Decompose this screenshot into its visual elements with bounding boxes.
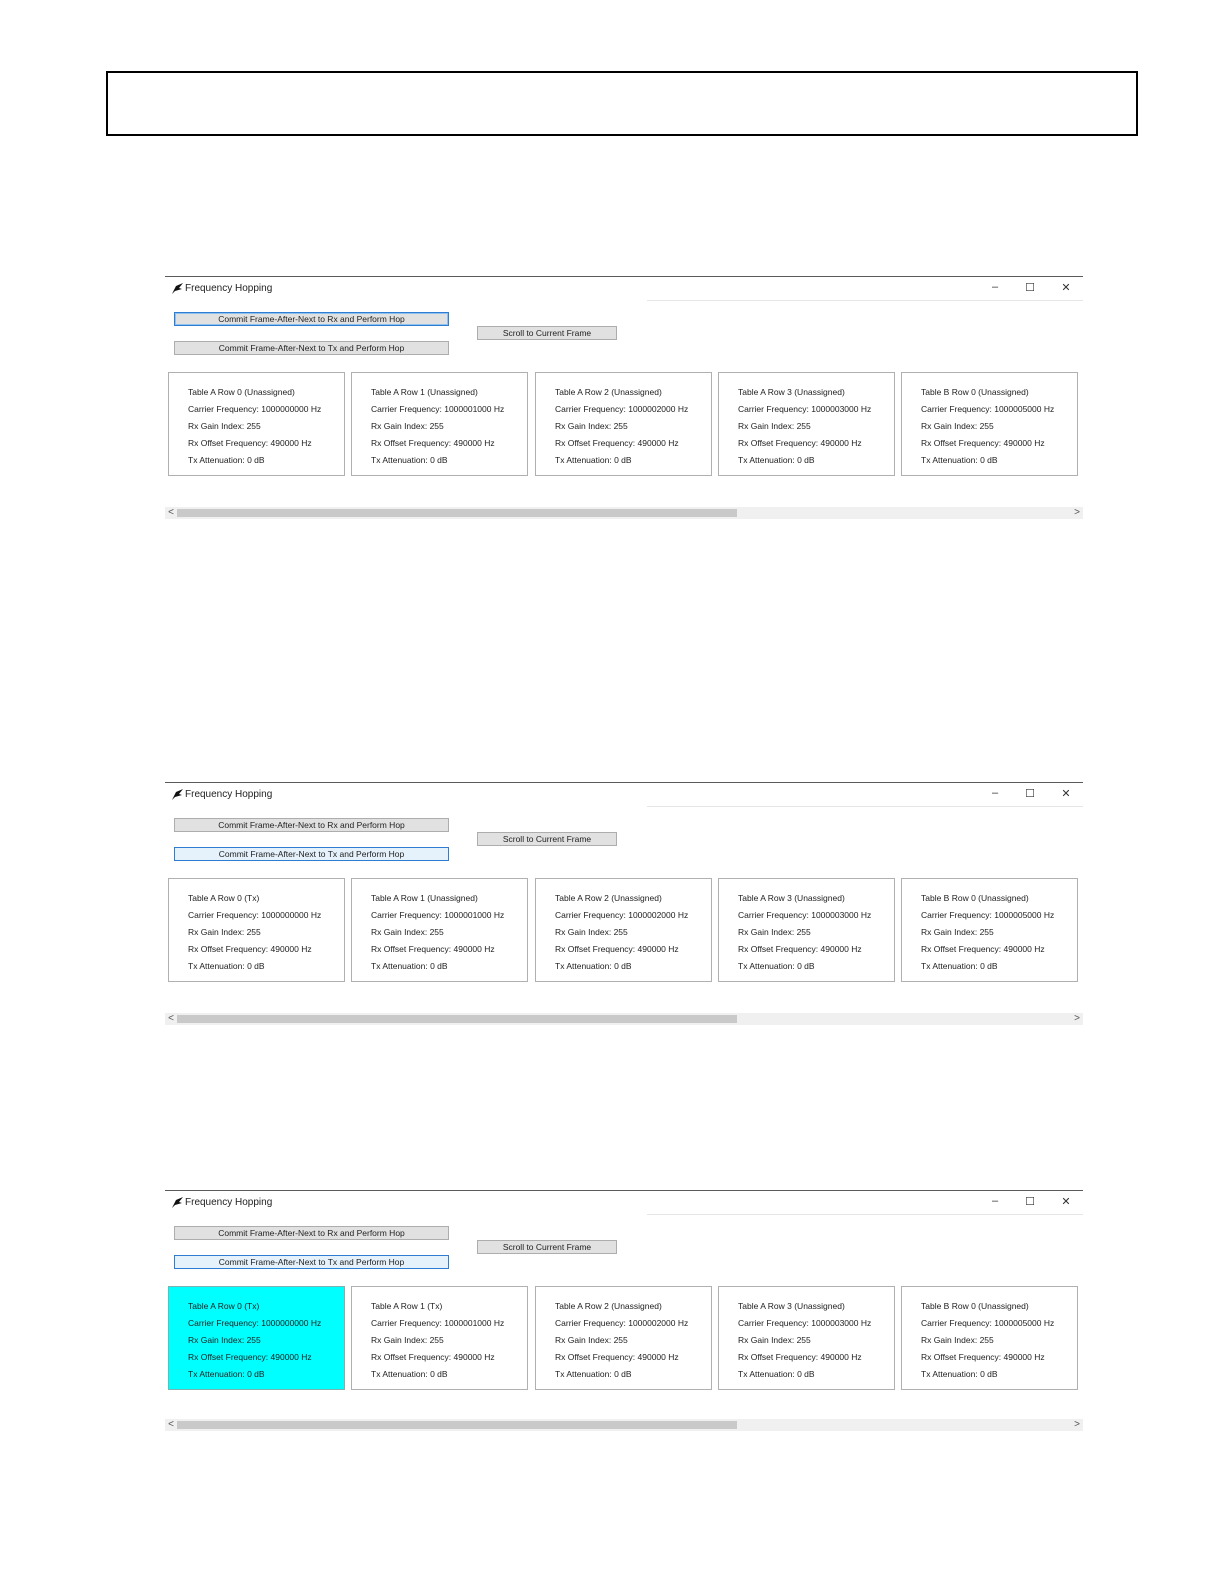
frame-card-0[interactable] bbox=[168, 878, 345, 982]
scroll-right-icon[interactable]: > bbox=[1074, 1419, 1080, 1430]
rx-offset-frequency: Rx Offset Frequency: 490000 Hz bbox=[921, 438, 1045, 448]
frame-card-4[interactable] bbox=[901, 372, 1078, 476]
commit-rx-hop-button[interactable]: Commit Frame-After-Next to Rx and Perform Hop bbox=[174, 1226, 449, 1240]
frame-card-header: Table A Row 0 (Tx) bbox=[188, 893, 260, 903]
carrier-frequency: Carrier Frequency: 1000001000 Hz bbox=[371, 910, 505, 920]
carrier-frequency: Carrier Frequency: 1000000000 Hz bbox=[188, 910, 322, 920]
frame-card-1[interactable] bbox=[351, 372, 528, 476]
minimize-icon[interactable]: – bbox=[991, 1195, 999, 1207]
frame-card-1[interactable] bbox=[351, 1286, 528, 1390]
rx-offset-frequency: Rx Offset Frequency: 490000 Hz bbox=[555, 1352, 679, 1362]
carrier-frequency: Carrier Frequency: 1000000000 Hz bbox=[188, 1318, 322, 1328]
title-divider bbox=[647, 806, 1083, 807]
close-icon[interactable]: ✕ bbox=[1061, 788, 1071, 800]
frame-card-0[interactable] bbox=[168, 1286, 345, 1390]
carrier-frequency: Carrier Frequency: 1000003000 Hz bbox=[738, 404, 872, 414]
rx-offset-frequency: Rx Offset Frequency: 490000 Hz bbox=[371, 1352, 495, 1362]
tx-attenuation: Tx Attenuation: 0 dB bbox=[738, 1369, 815, 1379]
tx-attenuation: Tx Attenuation: 0 dB bbox=[738, 455, 815, 465]
maximize-icon[interactable]: ☐ bbox=[1025, 282, 1035, 294]
maximize-icon[interactable]: ☐ bbox=[1025, 788, 1035, 800]
frame-card-3[interactable] bbox=[718, 878, 895, 982]
tx-attenuation: Tx Attenuation: 0 dB bbox=[188, 961, 265, 971]
title-bar[interactable] bbox=[165, 783, 1083, 807]
carrier-frequency: Carrier Frequency: 1000002000 Hz bbox=[555, 404, 689, 414]
frame-card-1[interactable] bbox=[351, 878, 528, 982]
maximize-icon[interactable]: ☐ bbox=[1025, 1196, 1035, 1208]
frame-card-header: Table A Row 3 (Unassigned) bbox=[738, 387, 845, 397]
tx-attenuation: Tx Attenuation: 0 dB bbox=[921, 1369, 998, 1379]
frame-card-header: Table B Row 0 (Unassigned) bbox=[921, 1301, 1029, 1311]
rx-gain-index: Rx Gain Index: 255 bbox=[371, 421, 444, 431]
commit-tx-hop-button[interactable]: Commit Frame-After-Next to Tx and Perform Hop bbox=[174, 341, 449, 355]
app-logo-icon bbox=[171, 1196, 184, 1209]
scroll-left-icon[interactable]: < bbox=[168, 1419, 174, 1430]
carrier-frequency: Carrier Frequency: 1000002000 Hz bbox=[555, 910, 689, 920]
carrier-frequency: Carrier Frequency: 1000001000 Hz bbox=[371, 1318, 505, 1328]
horizontal-scrollbar[interactable] bbox=[165, 507, 1083, 519]
commit-tx-hop-button[interactable]: Commit Frame-After-Next to Tx and Perform Hop bbox=[174, 1255, 449, 1269]
title-divider bbox=[647, 300, 1083, 301]
header-box bbox=[106, 71, 1138, 136]
rx-gain-index: Rx Gain Index: 255 bbox=[921, 1335, 994, 1345]
rx-offset-frequency: Rx Offset Frequency: 490000 Hz bbox=[188, 1352, 312, 1362]
commit-tx-hop-button[interactable]: Commit Frame-After-Next to Tx and Perform Hop bbox=[174, 847, 449, 861]
close-icon[interactable]: ✕ bbox=[1061, 1196, 1071, 1208]
carrier-frequency: Carrier Frequency: 1000003000 Hz bbox=[738, 910, 872, 920]
frame-card-header: Table A Row 1 (Unassigned) bbox=[371, 387, 478, 397]
window-title: Frequency Hopping bbox=[185, 283, 273, 294]
frame-card-header: Table A Row 1 (Tx) bbox=[371, 1301, 443, 1311]
frame-card-3[interactable] bbox=[718, 1286, 895, 1390]
carrier-frequency: Carrier Frequency: 1000005000 Hz bbox=[921, 404, 1055, 414]
rx-offset-frequency: Rx Offset Frequency: 490000 Hz bbox=[738, 438, 862, 448]
window-title: Frequency Hopping bbox=[185, 1197, 273, 1208]
tx-attenuation: Tx Attenuation: 0 dB bbox=[188, 1369, 265, 1379]
frame-card-header: Table A Row 2 (Unassigned) bbox=[555, 1301, 662, 1311]
frame-card-4[interactable] bbox=[901, 878, 1078, 982]
tx-attenuation: Tx Attenuation: 0 dB bbox=[921, 961, 998, 971]
tx-attenuation: Tx Attenuation: 0 dB bbox=[371, 961, 448, 971]
tx-attenuation: Tx Attenuation: 0 dB bbox=[555, 1369, 632, 1379]
frame-card-header: Table A Row 3 (Unassigned) bbox=[738, 1301, 845, 1311]
carrier-frequency: Carrier Frequency: 1000003000 Hz bbox=[738, 1318, 872, 1328]
rx-gain-index: Rx Gain Index: 255 bbox=[371, 1335, 444, 1345]
scrollbar-thumb[interactable] bbox=[177, 1015, 737, 1023]
rx-gain-index: Rx Gain Index: 255 bbox=[921, 421, 994, 431]
frequency-hopping-window-2 bbox=[165, 1190, 1083, 1432]
frame-card-2[interactable] bbox=[535, 1286, 712, 1390]
frame-card-header: Table A Row 0 (Unassigned) bbox=[188, 387, 295, 397]
scroll-left-icon[interactable]: < bbox=[168, 1013, 174, 1024]
frequency-hopping-window-1 bbox=[165, 782, 1083, 1026]
rx-gain-index: Rx Gain Index: 255 bbox=[555, 1335, 628, 1345]
frame-card-header: Table A Row 1 (Unassigned) bbox=[371, 893, 478, 903]
minimize-icon[interactable]: – bbox=[991, 787, 999, 799]
carrier-frequency: Carrier Frequency: 1000000000 Hz bbox=[188, 404, 322, 414]
title-divider bbox=[647, 1214, 1083, 1215]
rx-offset-frequency: Rx Offset Frequency: 490000 Hz bbox=[738, 944, 862, 954]
window-title: Frequency Hopping bbox=[185, 789, 273, 800]
tx-attenuation: Tx Attenuation: 0 dB bbox=[371, 1369, 448, 1379]
title-bar[interactable] bbox=[165, 277, 1083, 301]
rx-offset-frequency: Rx Offset Frequency: 490000 Hz bbox=[555, 944, 679, 954]
frame-card-0[interactable] bbox=[168, 372, 345, 476]
scrollbar-thumb[interactable] bbox=[177, 1421, 737, 1429]
tx-attenuation: Tx Attenuation: 0 dB bbox=[921, 455, 998, 465]
title-bar[interactable] bbox=[165, 1191, 1083, 1215]
carrier-frequency: Carrier Frequency: 1000005000 Hz bbox=[921, 1318, 1055, 1328]
rx-offset-frequency: Rx Offset Frequency: 490000 Hz bbox=[738, 1352, 862, 1362]
rx-gain-index: Rx Gain Index: 255 bbox=[738, 421, 811, 431]
rx-offset-frequency: Rx Offset Frequency: 490000 Hz bbox=[921, 1352, 1045, 1362]
frame-card-2[interactable] bbox=[535, 372, 712, 476]
tx-attenuation: Tx Attenuation: 0 dB bbox=[738, 961, 815, 971]
rx-offset-frequency: Rx Offset Frequency: 490000 Hz bbox=[921, 944, 1045, 954]
tx-attenuation: Tx Attenuation: 0 dB bbox=[555, 455, 632, 465]
close-icon[interactable]: ✕ bbox=[1061, 282, 1071, 294]
app-logo-icon bbox=[171, 788, 184, 801]
rx-gain-index: Rx Gain Index: 255 bbox=[188, 421, 261, 431]
tx-attenuation: Tx Attenuation: 0 dB bbox=[555, 961, 632, 971]
scroll-to-current-frame-button[interactable]: Scroll to Current Frame bbox=[477, 832, 617, 846]
rx-offset-frequency: Rx Offset Frequency: 490000 Hz bbox=[555, 438, 679, 448]
scroll-left-icon[interactable]: < bbox=[168, 507, 174, 518]
rx-gain-index: Rx Gain Index: 255 bbox=[555, 927, 628, 937]
scrollbar-thumb[interactable] bbox=[177, 509, 737, 517]
scroll-to-current-frame-button[interactable]: Scroll to Current Frame bbox=[477, 326, 617, 340]
commit-rx-hop-button[interactable]: Commit Frame-After-Next to Rx and Perform Hop bbox=[174, 312, 449, 326]
rx-offset-frequency: Rx Offset Frequency: 490000 Hz bbox=[371, 438, 495, 448]
scroll-to-current-frame-button[interactable]: Scroll to Current Frame bbox=[477, 1240, 617, 1254]
commit-rx-hop-button[interactable]: Commit Frame-After-Next to Rx and Perform Hop bbox=[174, 818, 449, 832]
rx-gain-index: Rx Gain Index: 255 bbox=[555, 421, 628, 431]
horizontal-scrollbar[interactable] bbox=[165, 1419, 1083, 1431]
frame-card-header: Table A Row 2 (Unassigned) bbox=[555, 387, 662, 397]
frame-card-3[interactable] bbox=[718, 372, 895, 476]
rx-offset-frequency: Rx Offset Frequency: 490000 Hz bbox=[188, 944, 312, 954]
frame-card-header: Table A Row 3 (Unassigned) bbox=[738, 893, 845, 903]
frame-card-2[interactable] bbox=[535, 878, 712, 982]
rx-gain-index: Rx Gain Index: 255 bbox=[921, 927, 994, 937]
rx-offset-frequency: Rx Offset Frequency: 490000 Hz bbox=[371, 944, 495, 954]
scroll-right-icon[interactable]: > bbox=[1074, 507, 1080, 518]
frame-card-header: Table A Row 0 (Tx) bbox=[188, 1301, 260, 1311]
rx-gain-index: Rx Gain Index: 255 bbox=[188, 1335, 261, 1345]
rx-offset-frequency: Rx Offset Frequency: 490000 Hz bbox=[188, 438, 312, 448]
frame-card-header: Table B Row 0 (Unassigned) bbox=[921, 387, 1029, 397]
horizontal-scrollbar[interactable] bbox=[165, 1013, 1083, 1025]
carrier-frequency: Carrier Frequency: 1000005000 Hz bbox=[921, 910, 1055, 920]
frequency-hopping-window-0 bbox=[165, 276, 1083, 520]
carrier-frequency: Carrier Frequency: 1000001000 Hz bbox=[371, 404, 505, 414]
tx-attenuation: Tx Attenuation: 0 dB bbox=[371, 455, 448, 465]
frame-card-header: Table A Row 2 (Unassigned) bbox=[555, 893, 662, 903]
rx-gain-index: Rx Gain Index: 255 bbox=[188, 927, 261, 937]
rx-gain-index: Rx Gain Index: 255 bbox=[738, 1335, 811, 1345]
frame-card-header: Table B Row 0 (Unassigned) bbox=[921, 893, 1029, 903]
scroll-right-icon[interactable]: > bbox=[1074, 1013, 1080, 1024]
frame-card-4[interactable] bbox=[901, 1286, 1078, 1390]
carrier-frequency: Carrier Frequency: 1000002000 Hz bbox=[555, 1318, 689, 1328]
minimize-icon[interactable]: – bbox=[991, 281, 999, 293]
app-logo-icon bbox=[171, 282, 184, 295]
rx-gain-index: Rx Gain Index: 255 bbox=[738, 927, 811, 937]
tx-attenuation: Tx Attenuation: 0 dB bbox=[188, 455, 265, 465]
rx-gain-index: Rx Gain Index: 255 bbox=[371, 927, 444, 937]
